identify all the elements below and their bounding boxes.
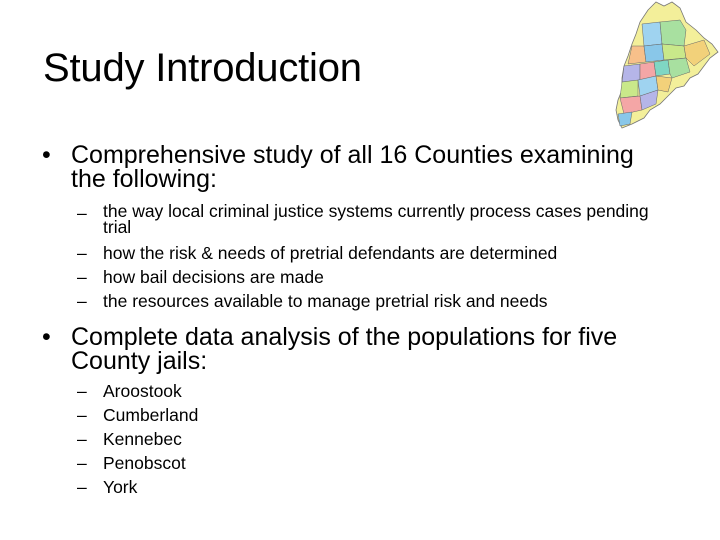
sub-bullet-marker: – [77,267,87,287]
sub-bullet-text: Cumberland [103,405,199,425]
county-patch [642,22,662,46]
county-patch [622,64,640,82]
sub-bullet-item [77,201,677,241]
county-patch [662,44,686,60]
county-patch [644,44,664,62]
bullet-text: Comprehensive study of all 16 Counties examining the following: [71,141,634,193]
sub-bullet-text: Kennebec [103,429,182,449]
sub-bullet-item [77,475,677,499]
sub-bullet-marker: – [77,381,87,401]
sub-bullet-item [77,427,677,451]
sub-bullet-text: Aroostook [103,381,182,401]
sub-bullet-marker: – [77,203,87,223]
bullet-marker: • [42,323,51,351]
sub-bullet-item [77,451,677,475]
sub-bullet-item [77,241,677,265]
county-patch [654,60,670,76]
sub-bullet-marker: – [77,429,87,449]
sub-bullet-marker: – [77,243,87,263]
sub-bullet-text: how bail decisions are made [103,267,324,287]
sub-bullet-marker: – [77,453,87,473]
maine-county-map-icon [610,0,720,134]
sub-bullet-text: how the risk & needs of pretrial defendants are determined [103,243,558,263]
jail-county-list [77,379,677,499]
bullet-item [42,143,642,191]
sub-bullet-marker: – [77,477,87,497]
county-patch [660,20,686,46]
county-patch [618,112,632,126]
sub-bullet-text: Penobscot [103,453,186,473]
sub-bullet-item [77,379,677,403]
sub-bullet-marker: – [77,291,87,311]
sub-bullet-item [77,403,677,427]
bullet-marker: • [42,141,51,169]
slide-title: Study Introduction [43,46,362,90]
sub-bullet-text: the way local criminal justice systems currently process cases pending trial [103,201,649,237]
sub-bullet-marker: – [77,405,87,425]
county-patch [620,80,638,98]
bullet-text: Complete data analysis of the populations for five County jails: [71,323,618,375]
sub-bullet-item [77,289,677,313]
sub-bullet-list [77,201,677,313]
sub-bullet-text: the resources available to manage pretrial risk and needs [103,291,548,311]
sub-bullet-item [77,265,677,289]
sub-bullet-text: York [103,477,138,497]
bullet-item [42,325,642,373]
